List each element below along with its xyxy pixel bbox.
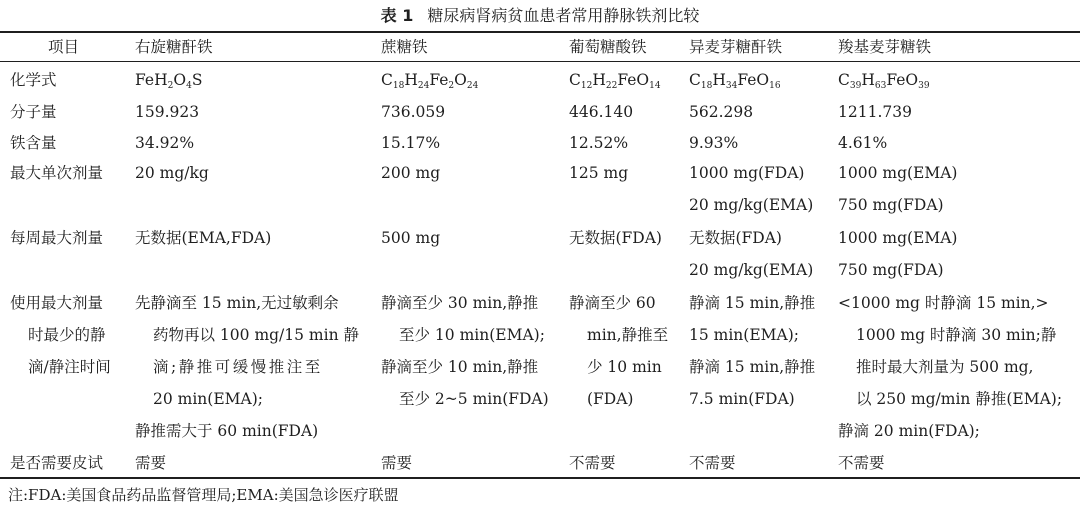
table-cell: 需要 [381, 454, 413, 472]
formula-subscript: 39 [849, 81, 862, 91]
formula-element: H [404, 71, 418, 89]
table-cell [135, 157, 209, 189]
table-cell [569, 287, 668, 415]
cell-line: 静推需大于 60 min(FDA) [135, 422, 319, 440]
cell-line: 使用最大剂量 [10, 294, 104, 312]
cell-line: 推时最大剂量为 500 mg, [856, 358, 1034, 376]
formula-cell [569, 64, 661, 96]
formula-subscript: 22 [605, 81, 618, 91]
formula-element: O [454, 71, 467, 89]
formula-subscript: 24 [466, 81, 479, 91]
formula-cell [838, 64, 930, 96]
cell-line: 少 10 min [587, 358, 662, 376]
table-cell [381, 157, 440, 189]
table-cell [689, 222, 813, 286]
row-label-skin-test: 是否需要皮试 [10, 454, 104, 472]
formula-subscript: 2 [448, 81, 455, 91]
table-cell: 不需要 [569, 454, 616, 472]
formula-subscript: 18 [392, 81, 405, 91]
formula-subscript: 18 [700, 81, 713, 91]
formula-element: H [861, 71, 875, 89]
formula-subscript: 39 [918, 81, 930, 91]
cell-line: 滴/静注时间 [28, 358, 111, 376]
table-cell: 446.140 [569, 103, 634, 121]
table-cell: 736.059 [381, 103, 446, 121]
formula-element: H [712, 71, 726, 89]
cell-line: 滴;静推可缓慢推注至 [153, 358, 323, 376]
formula-element: FeO [737, 71, 770, 89]
formula-element: Fe [429, 71, 449, 89]
cell-line: 200 mg [381, 164, 441, 182]
header-rule [0, 61, 1080, 62]
table-cell [135, 287, 359, 447]
table-number: 表 1 [380, 6, 414, 25]
cell-line: 500 mg [381, 229, 441, 247]
table-footnote: 注:FDA:美国食品药品监督管理局;EMA:美国急诊医疗联盟 [8, 486, 399, 504]
formula-subscript: 14 [649, 81, 661, 91]
header-iron-dextran: 右旋糖酐铁 [135, 38, 213, 56]
cell-line: 1000 mg(EMA) [838, 164, 958, 182]
table-cell: 需要 [135, 454, 167, 472]
formula-subscript: 12 [580, 81, 593, 91]
table-cell: 4.61% [838, 134, 888, 152]
row-label-iron-content: 铁含量 [10, 134, 57, 152]
formula-cell [135, 64, 202, 96]
formula-subscript: 16 [769, 81, 781, 91]
cell-line: 1000 mg(FDA) [689, 164, 805, 182]
cell-line: 750 mg(FDA) [838, 196, 944, 214]
cell-line: 静滴至少 30 min,静推 [381, 294, 539, 312]
formula-element: FeO [617, 71, 650, 89]
header-iron-sucrose: 蔗糖铁 [381, 38, 428, 56]
cell-line: 静滴 20 min(FDA); [838, 422, 980, 440]
formula-subscript: 4 [186, 81, 192, 91]
table-cell [135, 222, 271, 254]
table-cell: 不需要 [689, 454, 736, 472]
table-cell: 15.17% [381, 134, 441, 152]
cell-line: 750 mg(FDA) [838, 261, 944, 279]
table-cell [381, 222, 440, 254]
table-cell: 9.93% [689, 134, 739, 152]
formula-cell [381, 64, 478, 96]
cell-line: 至少 2~5 min(FDA) [399, 390, 549, 408]
table-cell [838, 157, 957, 221]
cell-line: 静滴 15 min,静推 [689, 358, 816, 376]
formula-element: C [381, 71, 393, 89]
formula-element: FeO [886, 71, 919, 89]
cell-line: 20 min(EMA); [153, 390, 263, 408]
table-cell: 12.52% [569, 134, 629, 152]
row-label-min-infusion-time [10, 287, 111, 383]
header-ferric-carboxymaltose: 羧基麦芽糖铁 [838, 38, 932, 56]
cell-line: 20 mg/kg(EMA) [689, 261, 814, 279]
cell-line: 至少 10 min(EMA); [399, 326, 545, 344]
table-cell [381, 287, 549, 415]
cell-line: 以 250 mg/min 静推(EMA); [856, 390, 1063, 408]
header-ferric-gluconate: 葡萄糖酸铁 [569, 38, 647, 56]
cell-line: <1000 mg 时静滴 15 min,> [838, 294, 1049, 312]
cell-line: 无数据(FDA) [569, 229, 662, 247]
cell-line: 静滴至少 60 [569, 294, 656, 312]
header-ferric-derisomaltose: 异麦芽糖酐铁 [689, 38, 783, 56]
cell-line: 20 mg/kg [135, 164, 209, 182]
table-caption [0, 5, 1080, 27]
cell-line: 静滴 15 min,静推 [689, 294, 816, 312]
top-rule [0, 31, 1080, 33]
formula-element: C [689, 71, 701, 89]
table-cell [569, 157, 628, 189]
cell-line: 7.5 min(FDA) [689, 390, 795, 408]
formula-element: H [592, 71, 606, 89]
cell-line: 静滴至少 10 min,静推 [381, 358, 539, 376]
row-label-formula: 化学式 [10, 71, 57, 89]
table-cell [838, 287, 1062, 447]
cell-line: min,静推至 [587, 326, 669, 344]
table-cell: 34.92% [135, 134, 195, 152]
table-title: 糖尿病肾病贫血患者常用静脉铁剂比较 [427, 6, 700, 25]
formula-subscript: 63 [874, 81, 887, 91]
header-item: 项目 [48, 38, 80, 56]
cell-line: 125 mg [569, 164, 629, 182]
formula-element: C [569, 71, 581, 89]
table-cell: 562.298 [689, 103, 754, 121]
cell-line: 无数据(EMA,FDA) [135, 229, 272, 247]
cell-line: 15 min(EMA); [689, 326, 799, 344]
formula-subscript: 2 [167, 81, 174, 91]
cell-line: (FDA) [587, 390, 634, 408]
formula-element: H [154, 71, 168, 89]
table-cell: 不需要 [838, 454, 885, 472]
table-cell [838, 222, 957, 286]
cell-line: 20 mg/kg(EMA) [689, 196, 814, 214]
formula-element: Fe [135, 71, 155, 89]
table-cell: 159.923 [135, 103, 200, 121]
row-label-molecular-weight: 分子量 [10, 103, 57, 121]
table-cell [569, 222, 662, 254]
cell-line: 时最少的静 [28, 326, 106, 344]
cell-line: 无数据(FDA) [689, 229, 782, 247]
cell-line: 1000 mg(EMA) [838, 229, 958, 247]
table-cell [689, 287, 815, 415]
cell-line: 药物再以 100 mg/15 min 静 [153, 326, 359, 344]
formula-element: O [173, 71, 187, 89]
formula-element: C [838, 71, 850, 89]
formula-element: S [191, 71, 203, 89]
formula-cell [689, 64, 781, 96]
table-cell [689, 157, 813, 221]
row-label-max-single-dose: 最大单次剂量 [10, 164, 104, 182]
formula-subscript: 24 [417, 81, 430, 91]
formula-subscript: 34 [725, 81, 738, 91]
table-cell: 1211.739 [838, 103, 912, 121]
cell-line: 先静滴至 15 min,无过敏剩余 [135, 294, 339, 312]
cell-line: 1000 mg 时静滴 30 min;静 [856, 326, 1057, 344]
row-label-max-weekly-dose: 每周最大剂量 [10, 229, 104, 247]
